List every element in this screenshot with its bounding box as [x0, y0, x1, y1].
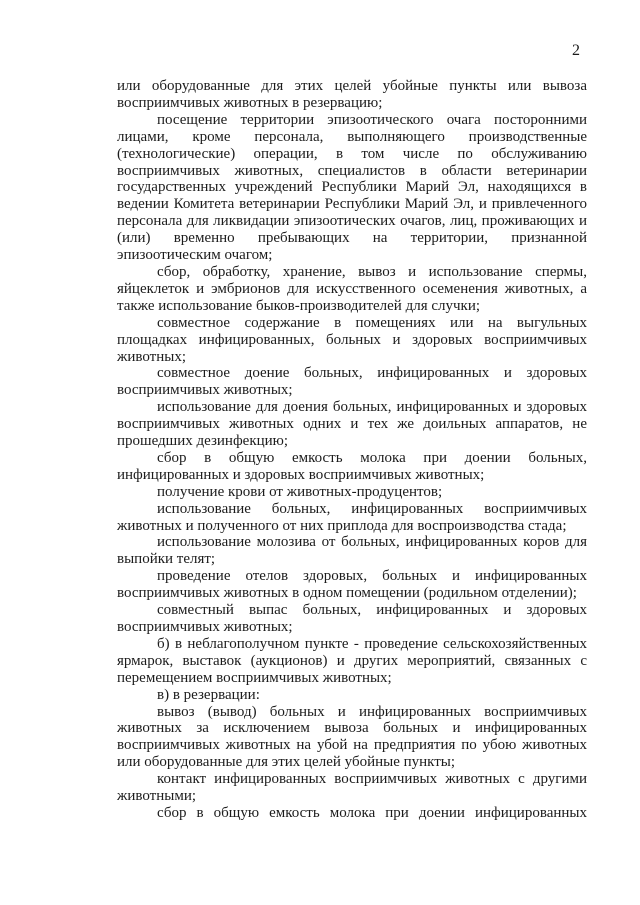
paragraph: контакт инфицированных восприимчивых животных с другими животными;: [117, 771, 587, 805]
paragraph: использование молозива от больных, инфицированных коров для выпойки телят;: [117, 534, 587, 568]
paragraph: использование больных, инфицированных восприимчивых животных и полученного от них приплода для воспроизводства стада;: [117, 500, 587, 534]
paragraph: использование для доения больных, инфицированных и здоровых восприимчивых животных одних и тех же доильных аппаратов, не прошедших дезинфекцию;: [117, 399, 587, 450]
paragraph: совместное содержание в помещениях или на выгульных площадках инфицированных, больных и здоровых восприимчивых животных;: [117, 314, 587, 365]
paragraph: совместное доение больных, инфицированных и здоровых восприимчивых животных;: [117, 365, 587, 399]
paragraph: или оборудованные для этих целей убойные пункты или вывоза восприимчивых животных в резервацию;: [117, 78, 587, 111]
paragraph: сбор, обработку, хранение, вывоз и использование спермы, яйцеклеток и эмбрионов для искусственного осеменения животных, а также использование быков-производителей для случки;: [117, 263, 587, 314]
paragraph: б) в неблагополучном пункте - проведение сельскохозяйственных ярмарок, выставок (аукционов) и других мероприятий, связанных с перемещением восприимчивых животных;: [117, 635, 587, 686]
paragraph: получение крови от животных-продуцентов;: [157, 483, 443, 500]
paragraph: вывоз (вывод) больных и инфицированных восприимчивых животных за исключением вывоза больных и инфицированных восприимчивых животных на убой на предприятия по убою животных или оборудованные для этих целей убойные пункты;: [117, 703, 587, 771]
page-number: 2: [572, 42, 580, 59]
paragraph: сбор в общую емкость молока при доении больных, инфицированных и здоровых восприимчивых животных;: [117, 449, 587, 483]
document-body: [117, 78, 587, 822]
paragraph: в) в резервации:: [157, 686, 260, 703]
paragraph: сбор в общую емкость молока при доении инфицированных: [157, 804, 587, 821]
paragraph: проведение отелов здоровых, больных и инфицированных восприимчивых животных в одном помещении (родильном отделении);: [117, 568, 587, 602]
paragraph: совместный выпас больных, инфицированных и здоровых восприимчивых животных;: [117, 602, 587, 635]
paragraph: посещение территории эпизоотического очага посторонними лицами, кроме персонала, выполняющего производственные (технологические) операции, в том числе по обслуживанию восприимчивых животных, специалистов в области ветеринарии государственных учреждений Республики Марий Эл, находящихся в ведении Комитета ветеринарии Республики Марий Эл, и привлеченного персонала для ликвидации эпизоотических очагов, лиц, проживающих и (или) временно пребывающих на территории, признанной эпизоотическим очагом;: [117, 111, 587, 264]
